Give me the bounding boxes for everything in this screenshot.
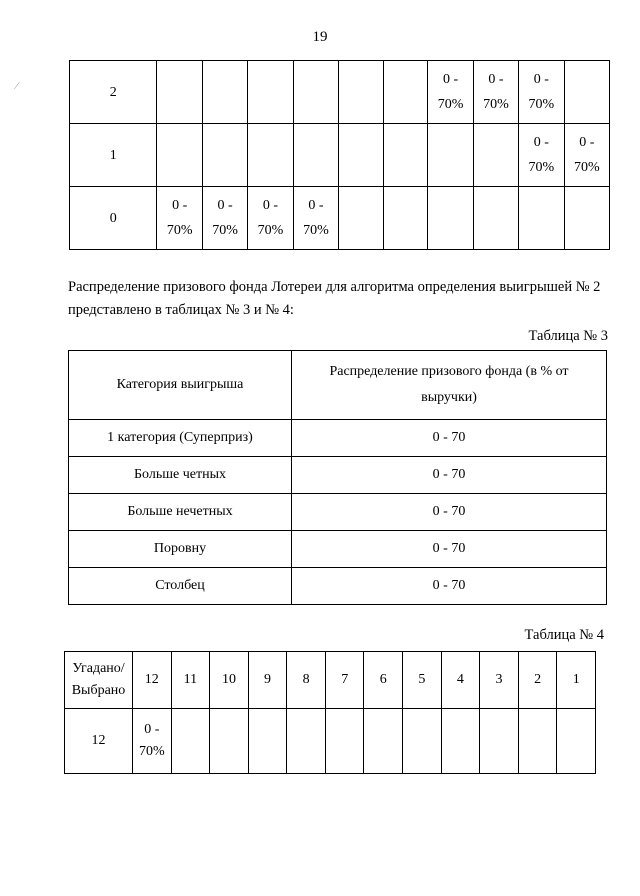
column-header: 10	[210, 652, 249, 709]
table-cell	[564, 61, 609, 124]
category-cell: 1 категория (Суперприз)	[69, 420, 292, 457]
table4-caption: Таблица № 4	[524, 627, 604, 643]
category-cell: Столбец	[69, 568, 292, 605]
table-cell	[157, 61, 202, 124]
table-cell	[293, 61, 338, 124]
table-row	[69, 568, 607, 605]
table-cell	[171, 709, 210, 774]
column-header: 5	[403, 652, 442, 709]
table3-header-distribution: Распределение призового фонда (в % от выручки)	[292, 351, 607, 420]
table-cell	[248, 124, 293, 187]
table-cell	[557, 709, 596, 774]
continued-table	[69, 60, 610, 250]
table-cell	[428, 124, 473, 187]
table-cell: 0 - 70%	[248, 187, 293, 250]
table-cell	[473, 124, 518, 187]
table-cell	[325, 709, 364, 774]
table-cell: 0 - 70%	[519, 124, 564, 187]
table4-corner-label: Угадано/ Выбрано	[65, 652, 133, 709]
row-label: 0	[70, 187, 157, 250]
column-header: 11	[171, 652, 210, 709]
page-number: 19	[312, 29, 328, 45]
category-cell: Больше четных	[69, 457, 292, 494]
category-cell: Больше нечетных	[69, 494, 292, 531]
column-header: 4	[441, 652, 480, 709]
distribution-cell: 0 - 70	[292, 531, 607, 568]
table-cell	[403, 709, 442, 774]
table3-caption: Таблица № 3	[528, 328, 608, 344]
table-row	[70, 187, 610, 250]
table-cell	[383, 187, 428, 250]
table-cell	[287, 709, 326, 774]
column-header: 3	[480, 652, 519, 709]
table-cell: 0 - 70%	[157, 187, 202, 250]
table-cell	[480, 709, 519, 774]
table-cell	[473, 187, 518, 250]
table-cell	[210, 709, 249, 774]
table-cell: 0 - 70%	[293, 187, 338, 250]
table4-header-row	[65, 652, 596, 709]
row-label: 1	[70, 124, 157, 187]
table-cell	[383, 61, 428, 124]
table-cell	[248, 709, 287, 774]
paragraph: Распределение призового фонда Лотереи для алгоритма определения выигрышей № 2 представлено в таблицах № 3 и № 4:	[68, 279, 601, 318]
scan-mark: ⁄	[16, 80, 18, 92]
table3	[68, 350, 607, 605]
table-cell	[202, 61, 247, 124]
table-cell	[364, 709, 403, 774]
table-cell	[157, 124, 202, 187]
table-row	[70, 61, 610, 124]
distribution-cell: 0 - 70	[292, 420, 607, 457]
table-cell: 0 - 70%	[564, 124, 609, 187]
table-cell	[339, 124, 384, 187]
row-label: 12	[65, 709, 133, 774]
column-header: 9	[248, 652, 287, 709]
table-cell: 0 - 70%	[133, 709, 172, 774]
table-cell	[383, 124, 428, 187]
table-cell	[339, 61, 384, 124]
table-cell	[339, 187, 384, 250]
distribution-cell: 0 - 70	[292, 494, 607, 531]
table-cell	[518, 709, 557, 774]
table-cell: 0 - 70%	[519, 61, 564, 124]
table-cell	[293, 124, 338, 187]
table-row	[69, 494, 607, 531]
table-cell	[441, 709, 480, 774]
distribution-cell: 0 - 70	[292, 568, 607, 605]
table3-header-category: Категория выигрыша	[69, 351, 292, 420]
table-cell: 0 - 70%	[202, 187, 247, 250]
table-cell: 0 - 70%	[473, 61, 518, 124]
table-cell: 0 - 70%	[428, 61, 473, 124]
table-cell	[428, 187, 473, 250]
table-cell	[519, 187, 564, 250]
table-cell	[248, 61, 293, 124]
column-header: 7	[325, 652, 364, 709]
column-header: 12	[133, 652, 172, 709]
table-row	[69, 457, 607, 494]
table4	[64, 651, 596, 774]
table-row	[70, 124, 610, 187]
column-header: 6	[364, 652, 403, 709]
table-cell	[202, 124, 247, 187]
table-cell	[564, 187, 609, 250]
category-cell: Поровну	[69, 531, 292, 568]
table-row	[65, 709, 596, 774]
table-row	[69, 531, 607, 568]
column-header: 8	[287, 652, 326, 709]
row-label: 2	[70, 61, 157, 124]
distribution-cell: 0 - 70	[292, 457, 607, 494]
column-header: 2	[518, 652, 557, 709]
table-row	[69, 420, 607, 457]
table3-header-row	[69, 351, 607, 420]
column-header: 1	[557, 652, 596, 709]
